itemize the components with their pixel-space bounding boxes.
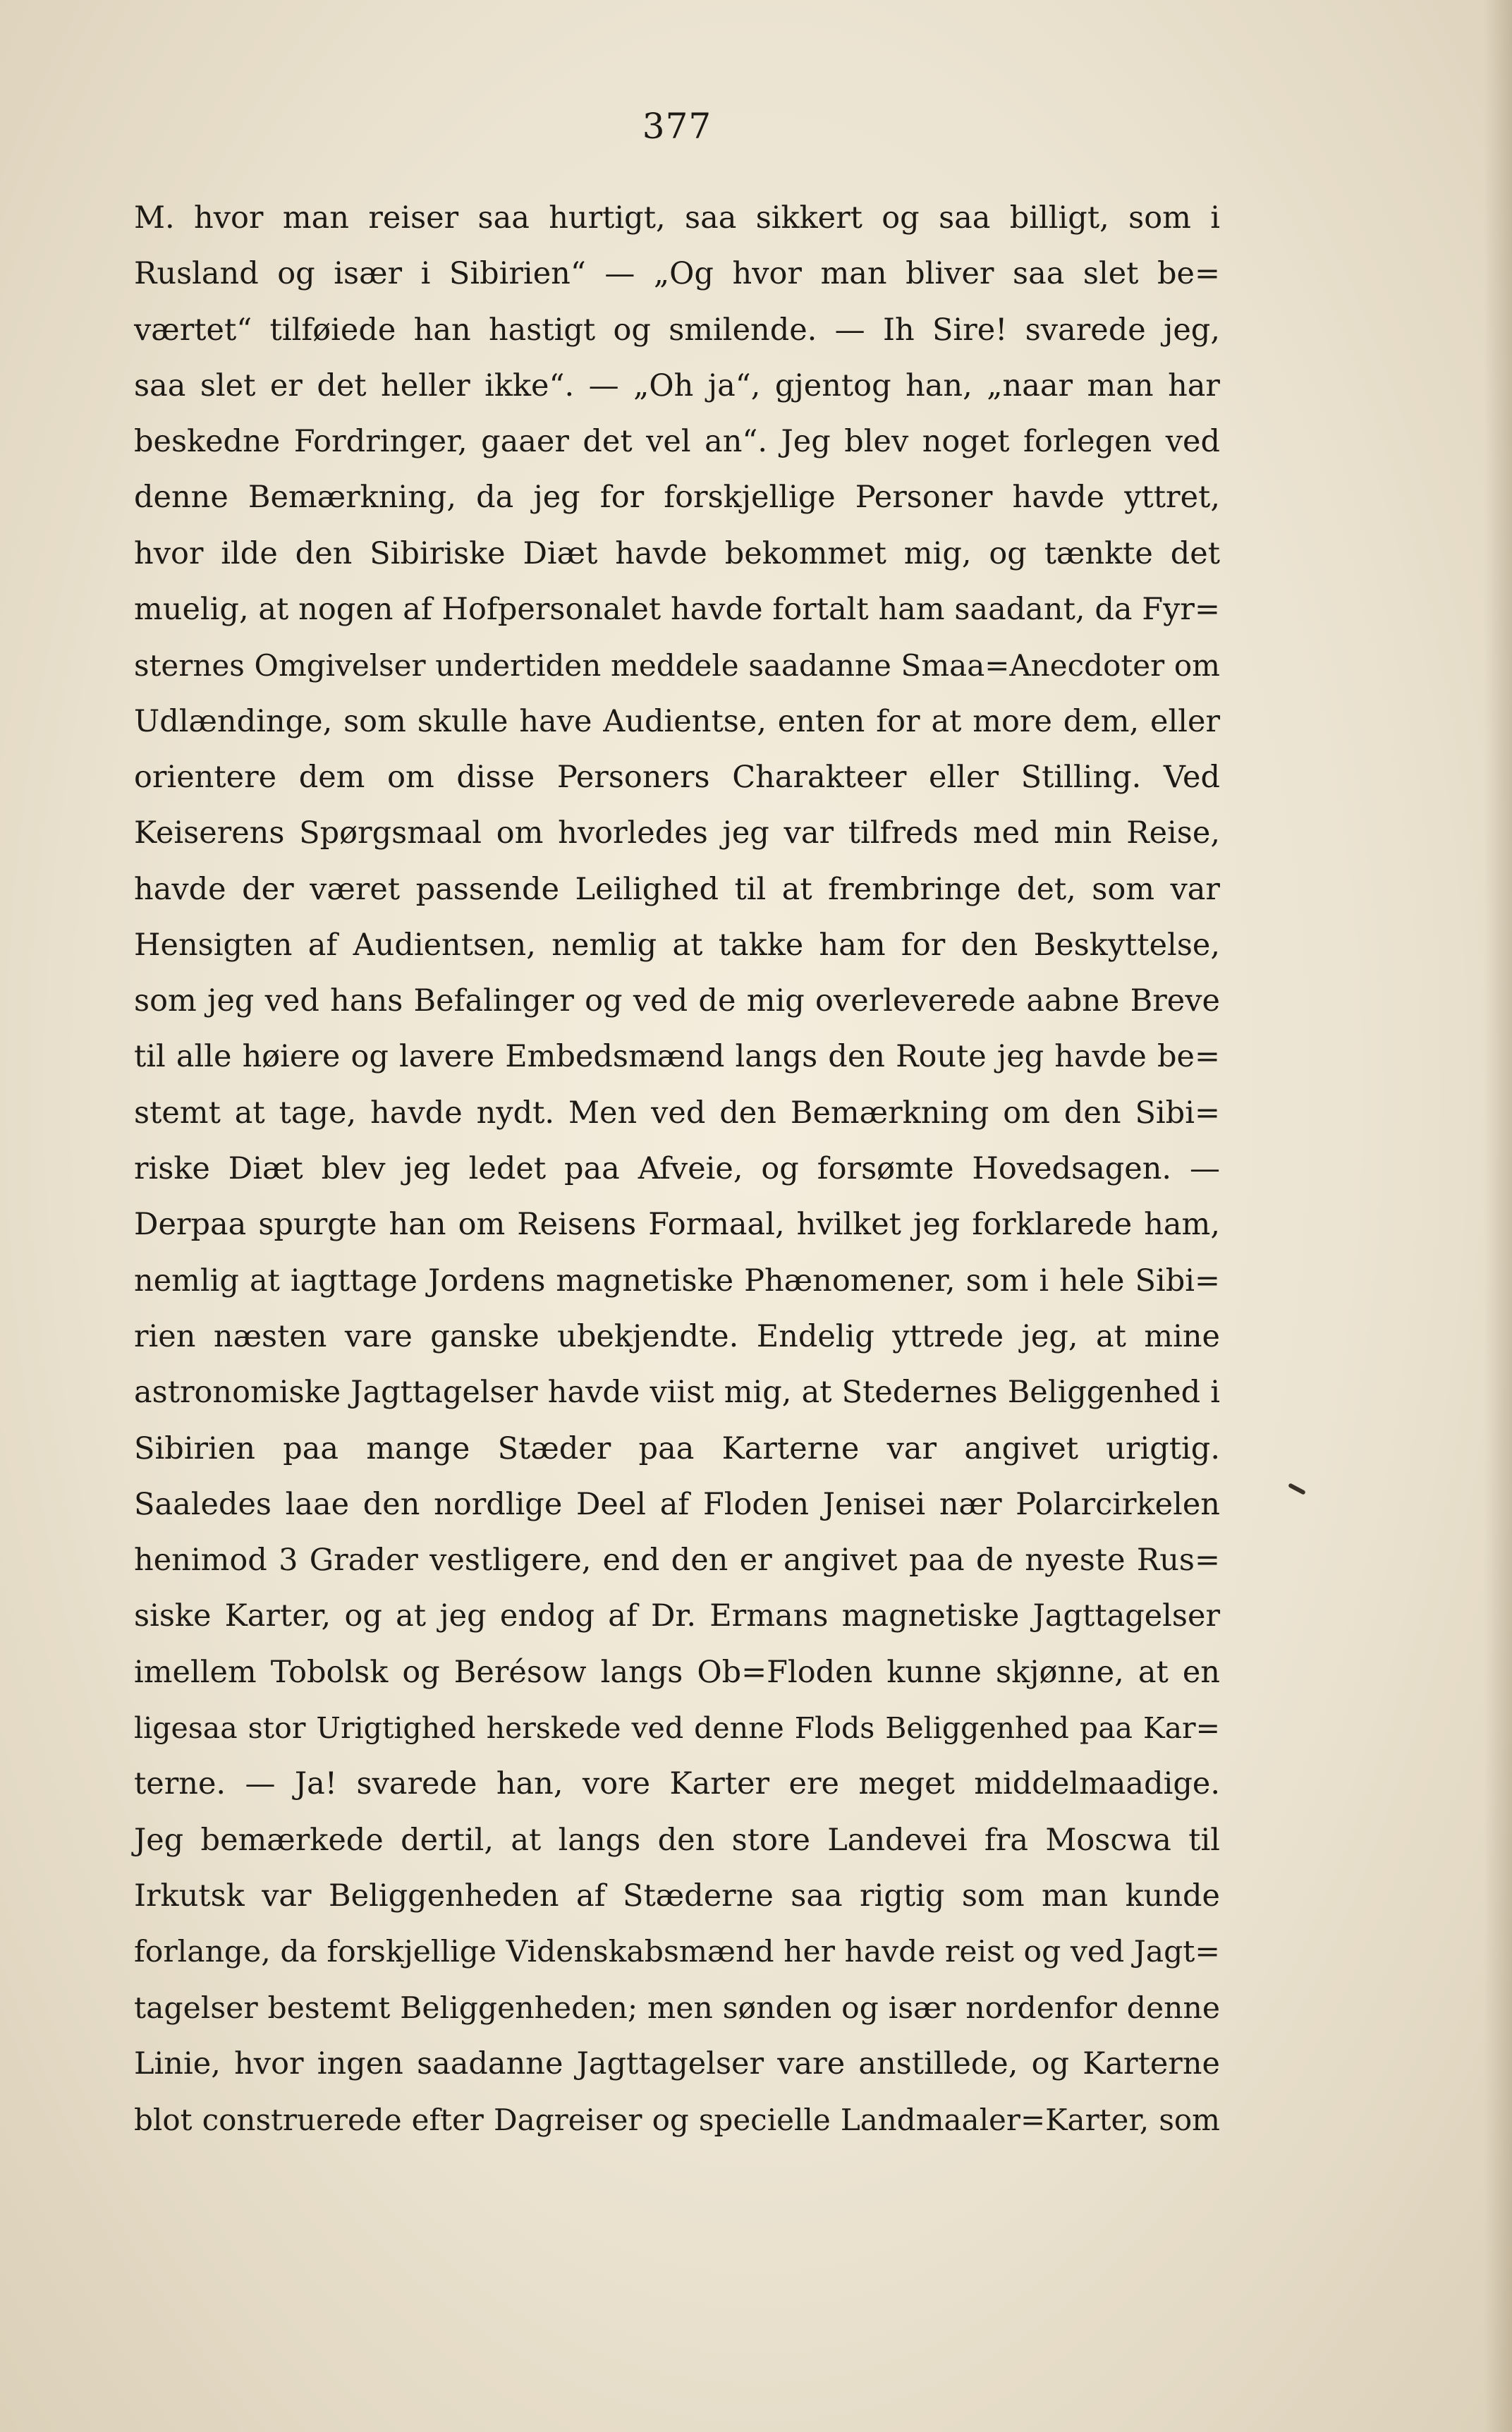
text-line: siske Karter, og at jeg endog af Dr. Ermans magnetiske Jagttagelser (134, 1598, 1220, 1634)
text-line: rien næsten vare ganske ubekjendte. Endelig yttrede jeg, at mine (134, 1318, 1220, 1354)
text-line: astronomiske Jagttagelser havde viist mig, at Stedernes Beliggenhed i (134, 1375, 1220, 1411)
page-edge-shadow (1484, 0, 1512, 2432)
text-line: forlange, da forskjellige Videnskabsmænd her havde reist og ved Jagt= (134, 1935, 1220, 1970)
text-line: stemt at tage, havde nydt. Men ved den Bemærkning om den Sibi= (134, 1095, 1220, 1131)
text-line: Keiserens Spørgsmaal om hvorledes jeg var tilfreds med min Reise, (134, 815, 1220, 851)
text-line: imellem Tobolsk og Berésow langs Ob=Floden kunne skjønne, at en (134, 1654, 1220, 1690)
text-line: Udlændinge, som skulle have Audientse, enten for at more dem, eller (134, 703, 1220, 739)
text-line: denne Bemærkning, da jeg for forskjellige Personer havde yttret, (134, 480, 1220, 516)
text-line: blot construerede efter Dagreiser og specielle Landmaaler=Karter, som (134, 2103, 1220, 2138)
text-line: M. hvor man reiser saa hurtigt, saa sikkert og saa billigt, som i (134, 200, 1220, 236)
text-line: muelig, at nogen af Hofpersonalet havde fortalt ham saadant, da Fyr= (134, 592, 1220, 628)
text-line: Saaledes laae den nordlige Deel af Floden Jenisei nær Polarcirkelen (134, 1486, 1220, 1522)
text-line: Hensigten af Audientsen, nemlig at takke ham for den Beskyttelse, (134, 927, 1220, 963)
text-line: tagelser bestemt Beliggenheden; men sønden og især nordenfor denne (134, 1990, 1220, 2026)
text-line: Jeg bemærkede dertil, at langs den store Landevei fra Moscwa til (134, 1822, 1220, 1858)
text-line: ligesaa stor Urigtighed herskede ved denne Flods Beliggenhed paa Kar= (134, 1711, 1220, 1746)
page-number: 377 (642, 106, 712, 147)
text-line: nemlig at iagttage Jordens magnetiske Phænomener, som i hele Sibi= (134, 1263, 1220, 1299)
text-line: Rusland og især i Sibirien“ — „Og hvor man bliver saa slet be= (134, 256, 1220, 292)
text-line: terne. — Ja! svarede han, vore Karter ere meget middelmaadige. (134, 1766, 1220, 1802)
text-line: hvor ilde den Sibiriske Diæt havde bekommet mig, og tænkte det (134, 535, 1220, 571)
margin-mark (1288, 1483, 1306, 1495)
text-line: henimod 3 Grader vestligere, end den er angivet paa de nyeste Rus= (134, 1543, 1220, 1579)
text-line: beskedne Fordringer, gaaer det vel an“. Jeg blev noget forlegen ved (134, 424, 1220, 460)
text-line: Derpaa spurgte han om Reisens Formaal, hvilket jeg forklarede ham, (134, 1207, 1220, 1243)
text-line: Linie, hvor ingen saadanne Jagttagelser vare anstillede, og Karterne (134, 2045, 1220, 2081)
text-line: saa slet er det heller ikke“. — „Oh ja“, gjentog han, „naar man har (134, 367, 1220, 403)
text-line: orientere dem om disse Personers Charakteer eller Stilling. Ved (134, 759, 1220, 795)
text-line: Sibirien paa mange Stæder paa Karterne var angivet urigtig. (134, 1430, 1220, 1466)
text-line: til alle høiere og lavere Embedsmænd langs den Route jeg havde be= (134, 1039, 1220, 1075)
text-line: riske Diæt blev jeg ledet paa Afveie, og forsømte Hovedsagen. — (134, 1151, 1220, 1187)
text-line: sternes Omgivelser undertiden meddele saadanne Smaa=Anecdoter om (134, 648, 1220, 683)
text-line: værtet“ tilføiede han hastigt og smilende. — Ih Sire! svarede jeg, (134, 312, 1220, 348)
text-line: havde der været passende Leilighed til at frembringe det, som var (134, 871, 1220, 907)
text-line: som jeg ved hans Befalinger og ved de mig overleverede aabne Breve (134, 983, 1220, 1019)
body-text (134, 190, 1220, 2148)
text-line: Irkutsk var Beliggenheden af Stæderne saa rigtig som man kunde (134, 1878, 1220, 1914)
